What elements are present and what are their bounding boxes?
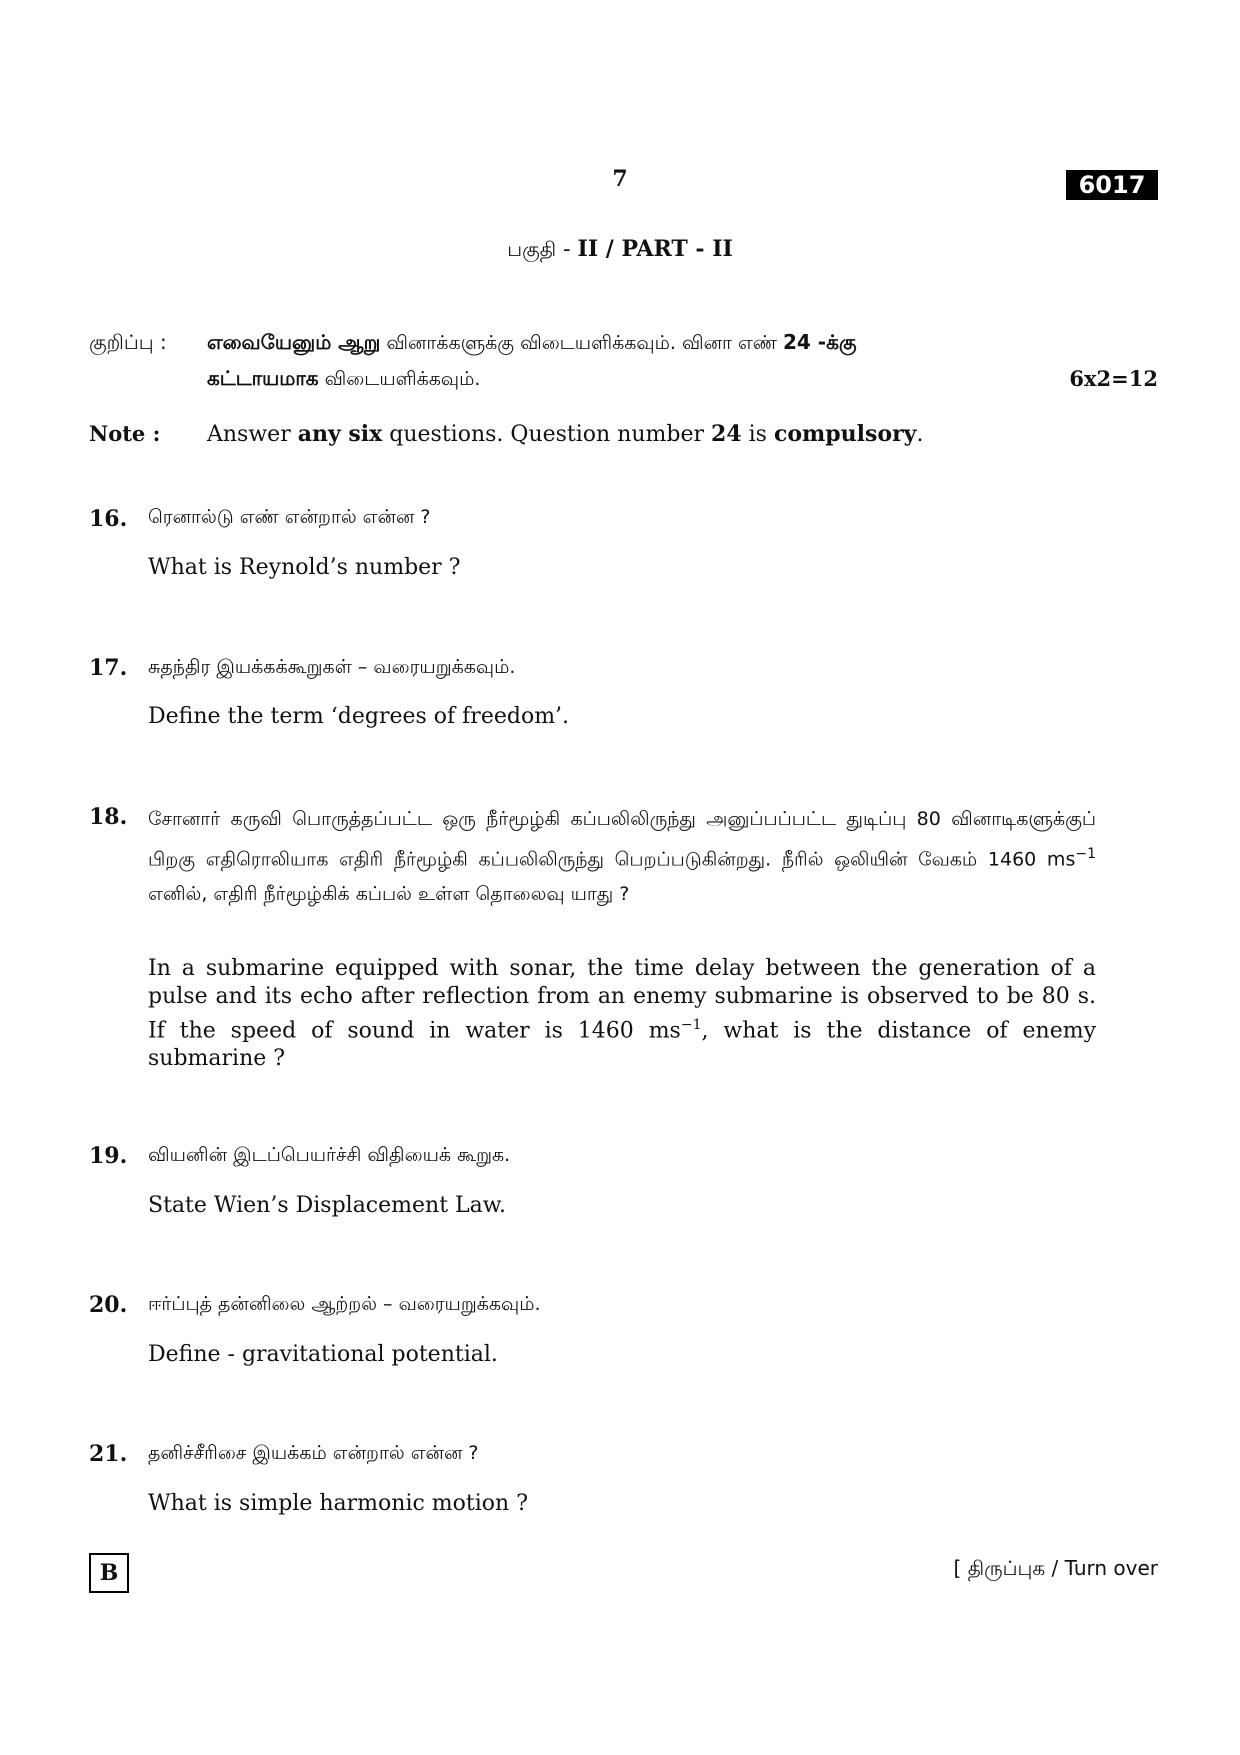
question-english: Define the term ‘degrees of freedom’. <box>148 704 570 729</box>
question-number: 16. <box>89 506 128 532</box>
part-title-english: II / PART - II <box>577 236 733 262</box>
note-tamil-text: வினாக்களுக்கு விடையளிக்கவும். வினா எண் <box>380 332 784 354</box>
page-number: 7 <box>612 166 628 192</box>
note-tamil-line2 <box>207 366 480 393</box>
question-english: State Wien’s Displacement Law. <box>148 1193 506 1218</box>
note-english-label: Note : <box>89 421 161 446</box>
question-tamil: சோனார் கருவி பொருத்தப்பட்ட ஒரு நீர்மூழ்கி கப்பலிலிருந்து அனுப்பப்பட்ட துடிப்பு 80 வினாடிகளுக்குப் பிறகு எதிரொலியாக எதிரி நீர்மூழ்கி கப்பலிலிருந்து பெறப்படுகின்றது. நீரில் ஒலியின் வேகம் 1460 $ms^{-1}$ எனில், எதிரி நீர்மூழ்கிக் கப்பல் உள்ள தொலைவு யாது ? <box>148 808 1096 906</box>
part-title-separator: - <box>556 237 578 262</box>
question-tamil: வியனின் இடப்பெயர்ச்சி விதியைக் கூறுக. <box>148 1144 511 1166</box>
question-tamil: ரெனால்டு எண் என்றால் என்ன ? <box>148 506 431 528</box>
turn-over-note: [ திருப்புக / Turn over <box>953 1556 1158 1580</box>
part-heading <box>0 236 1240 264</box>
question-english: Define - gravitational potential. <box>148 1342 498 1367</box>
question-english: In a submarine equipped with sonar, the time delay between the generation of a pulse and its echo after reflection from an enemy submarine is observed to be 80 s. If the speed of sound in water is 1460 $ms^{-1}$, what is the distance of enemy submarine ? <box>148 956 1097 1072</box>
marks-allocation: 6x2=12 <box>1069 366 1158 391</box>
question-number: 20. <box>89 1292 128 1318</box>
note-tamil-line1 <box>207 330 1158 357</box>
question-english: What is simple harmonic motion ? <box>148 1491 528 1516</box>
note-tamil-label: குறிப்பு : <box>89 330 167 354</box>
part-title-tamil: பகுதி <box>507 237 557 261</box>
question-number: 18. <box>89 804 128 830</box>
question-number: 19. <box>89 1143 128 1169</box>
note-tamil-text-2: விடையளிக்கவும். <box>318 368 481 390</box>
note-tamil-q24: 24 -க்கு <box>783 330 857 354</box>
question-number: 21. <box>89 1441 128 1467</box>
question-tamil: தனிச்சீரிசை இயக்கம் என்றால் என்ன ? <box>148 1442 479 1464</box>
question-tamil: ஈர்ப்புத் தன்னிலை ஆற்றல் – வரையறுக்கவும். <box>148 1293 541 1315</box>
note-tamil-any-six: எவையேனும் ஆறு <box>207 330 381 354</box>
note-tamil-compulsory: கட்டாயமாக <box>207 366 319 390</box>
paper-code-badge: 6017 <box>1066 170 1158 200</box>
note-english-text: Answer any six questions. Question number 24 is compulsory. <box>207 421 924 447</box>
question-tamil: சுதந்திர இயக்கக்கூறுகள் – வரையறுக்கவும். <box>148 656 516 678</box>
question-number: 17. <box>89 655 128 681</box>
booklet-series-box: B <box>89 1553 129 1593</box>
question-english: What is Reynold’s number ? <box>148 555 461 580</box>
